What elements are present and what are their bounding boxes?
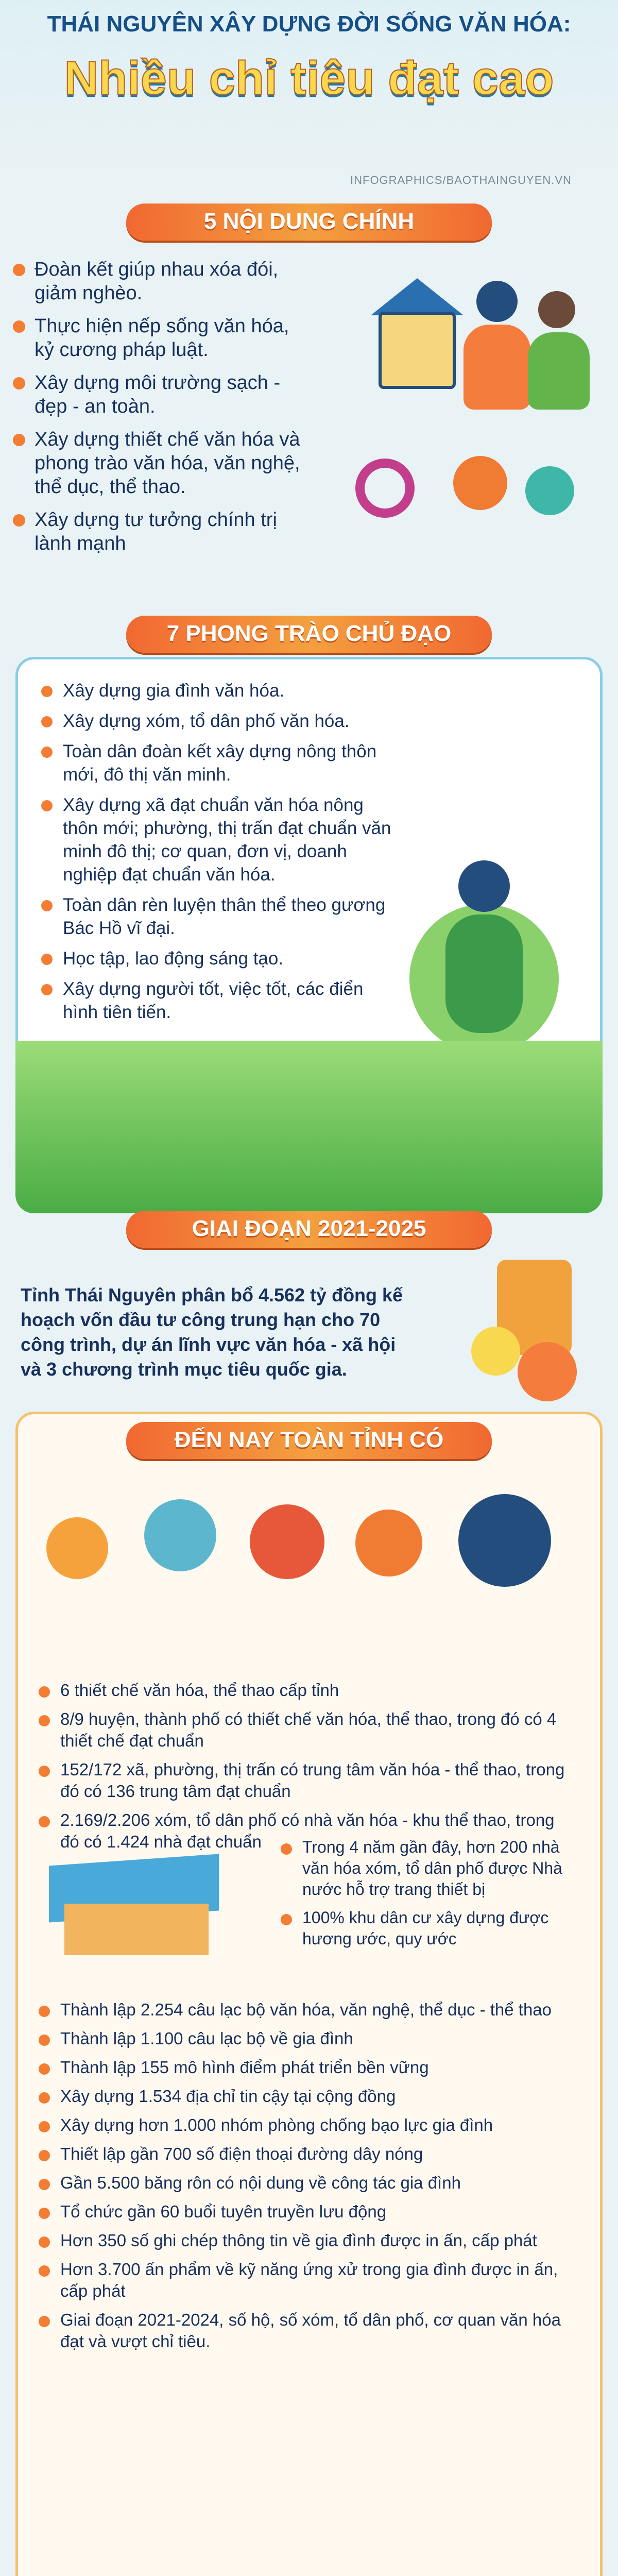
five-content-item: Xây dựng thiết chế văn hóa và phong trào văn hóa, văn nghệ, thể dục, thể thao. xyxy=(13,428,306,499)
person-body-icon xyxy=(464,325,530,410)
statistic-item: 8/9 huyện, thành phố có thiết chế văn hóa, thể thao, trong đó có 4 thiết chế đạt chuẩn xyxy=(39,1708,569,1752)
basketball-player-icon xyxy=(355,1510,422,1577)
statistic-item: Thành lập 2.254 câu lạc bộ văn hóa, văn nghệ, thể dục - thể thao xyxy=(39,1999,569,2021)
soccer-player-icon xyxy=(525,466,574,515)
farmer-head-icon xyxy=(458,860,510,912)
house-icon xyxy=(379,312,456,389)
movement-item: Xây dựng gia đình văn hóa. xyxy=(41,679,391,702)
five-content-title: 5 NỘI DUNG CHÍNH xyxy=(203,209,415,234)
family-house-illustration xyxy=(350,258,608,428)
farmer-body-icon xyxy=(445,914,523,1033)
movement-item: Học tập, lao động sáng tạo. xyxy=(41,947,391,970)
five-content-item: Đoàn kết giúp nhau xóa đói, giảm nghèo. xyxy=(13,258,306,305)
five-content-item: Thực hiện nếp sống văn hóa, kỷ cương pháp luật. xyxy=(13,314,306,362)
volleyball-player-icon xyxy=(144,1499,216,1571)
soccer-player-icon xyxy=(250,1504,324,1579)
kicker: THÁI NGUYÊN XÂY DỰNG ĐỜI SỐNG VĂN HÓA: xyxy=(47,11,571,37)
phase-text: Tỉnh Thái Nguyên phân bổ 4.562 tỷ đồng kế hoạch vốn đầu tư công trung hạn cho 70 công trình, dự án lĩnh vực văn hóa - xã hội và 3 chương trình mục tiêu quốc gia. xyxy=(21,1284,403,1380)
five-content-list xyxy=(13,258,306,565)
phase-title: GIAI ĐOẠN 2021-2025 xyxy=(192,1216,426,1241)
movement-item: Xây dựng xã đạt chuẩn văn hóa nông thôn mới; phường, thị trấn đạt chuẩn văn minh đô thị; cơ quan, đơn vị, doanh nghiệp đạt chuẩn văn hóa. xyxy=(41,793,391,886)
runner-icon xyxy=(46,1517,108,1579)
seven-movements-title: 7 PHONG TRÀO CHỦ ĐẠO xyxy=(166,621,452,646)
hand-icon xyxy=(518,1342,577,1401)
village-house-illustration xyxy=(36,1834,252,1963)
house-roof-icon xyxy=(371,278,464,315)
statistic-item: Thành lập 1.100 câu lạc bộ về gia đình xyxy=(39,2028,569,2049)
statistic-item: Giai đoạn 2021-2024, số hộ, số xóm, tổ dân phố, cơ quan văn hóa đạt và vượt chỉ tiêu. xyxy=(39,2309,569,2352)
town-illustration xyxy=(31,2568,587,2576)
now-title: ĐẾN NAY TOÀN TỈNH CÓ xyxy=(174,1427,444,1452)
page-title: Nhiều chỉ tiêu đạt cao xyxy=(64,52,554,105)
house-icon xyxy=(64,1904,209,1955)
statistic-item: Xây dựng 1.534 địa chỉ tin cậy tại cộng đồng xyxy=(39,2086,569,2107)
woman-head-icon xyxy=(538,291,575,328)
gymnast-icon xyxy=(355,459,415,518)
money-investment-icon xyxy=(461,1260,585,1404)
athletes-illustration xyxy=(36,1471,582,1656)
now-list-top xyxy=(39,1680,569,1860)
statistic-item: Hơn 350 số ghi chép thông tin về gia đình được in ấn, cấp phát xyxy=(39,2230,569,2251)
coin-icon xyxy=(471,1327,520,1376)
statistic-item: Hơn 3.700 ấn phẩm về kỹ năng ứng xử trong gia đình được in ấn, cấp phát xyxy=(39,2259,569,2302)
statistic-item: 2.169/2.206 xóm, tổ dân phố có nhà văn hóa - khu thể thao, trong đó có 1.424 nhà đạt chuẩn xyxy=(39,1809,569,1853)
person-head-icon xyxy=(476,281,518,322)
movement-item: Toàn dân đoàn kết xây dựng nông thôn mới, đô thị văn minh. xyxy=(41,740,391,786)
now-list-bottom xyxy=(39,1999,569,2360)
statistic-item: 100% khu dân cư xây dựng được hương ước, quy ước xyxy=(281,1907,569,1950)
field-illustration xyxy=(15,1041,603,1213)
statistic-item: Thành lập 155 mô hình điểm phát triển bền vững xyxy=(39,2057,569,2078)
now-list-side xyxy=(281,1837,569,1957)
martial-artist-icon xyxy=(458,1494,551,1587)
movement-item: Toàn dân rèn luyện thân thể theo gương Bác Hồ vĩ đại. xyxy=(41,893,391,940)
statistic-item: Gần 5.500 băng rôn có nội dung về công tác gia đình xyxy=(39,2172,569,2194)
statistic-item: 6 thiết chế văn hóa, thể thao cấp tỉnh xyxy=(39,1680,569,1701)
statistic-item: Trong 4 năm gần đây, hơn 200 nhà văn hóa xóm, tổ dân phố được Nhà nước hỗ trợ trang thiết bị xyxy=(281,1837,569,1900)
five-content-item: Xây dựng môi trường sạch - đẹp - an toàn. xyxy=(13,371,306,418)
statistic-item: 152/172 xã, phường, thị trấn có trung tâm văn hóa - thể thao, trong đó có 136 trung tâm đạt chuẩn xyxy=(39,1759,569,1802)
source-url: INFOGRAPHICS/BAOTHAINGUYEN.VN xyxy=(350,174,572,187)
five-content-item: Xây dựng tư tưởng chính trị lành mạnh xyxy=(13,508,306,555)
seven-movements-list xyxy=(41,679,391,1031)
woman-body-icon xyxy=(528,332,590,410)
basketball-player-icon xyxy=(453,456,507,510)
statistic-item: Tổ chức gần 60 buổi tuyên truyền lưu động xyxy=(39,2201,569,2223)
movement-item: Xây dựng người tốt, việc tốt, các điển hình tiên tiến. xyxy=(41,977,391,1024)
statistic-item: Xây dựng hơn 1.000 nhóm phòng chống bạo lực gia đình xyxy=(39,2114,569,2136)
statistic-item: Thiết lập gần 700 số điện thoại đường dây nóng xyxy=(39,2143,569,2165)
sports-icons xyxy=(345,443,587,562)
movement-item: Xây dựng xóm, tổ dân phố văn hóa. xyxy=(41,709,391,733)
